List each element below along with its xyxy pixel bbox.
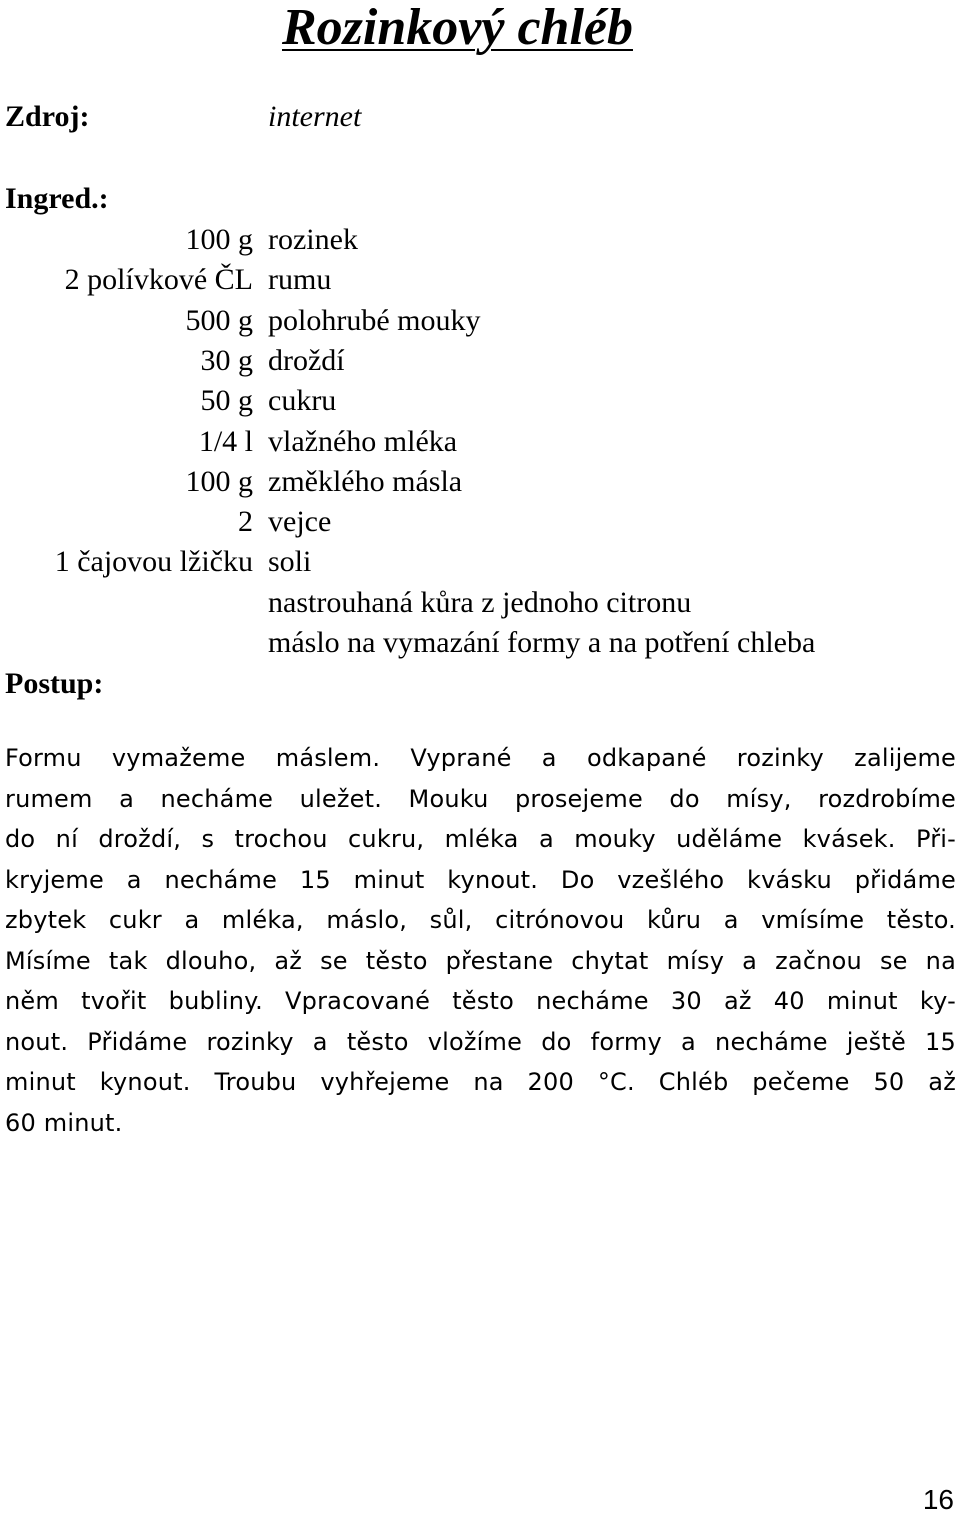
procedure-label: Postup: [5, 667, 104, 700]
procedure-line: zbytek cukr a mléka, máslo, sůl, citrónovou kůru a vmísíme těsto. [5, 906, 956, 934]
ingredient-quantity: 30 g [200, 343, 253, 377]
page-number: 16 [922, 1484, 954, 1515]
ingredient-quantity: 50 g [200, 384, 253, 418]
procedure-line: rumem a necháme uležet. Mouku prosejeme do mísy, rozdrobíme [5, 784, 956, 813]
procedure-line: do ní droždí, s trochou cukru, mléka a mouky uděláme kvásek. Při- [5, 825, 956, 853]
ingredient-row [0, 341, 960, 381]
ingredient-name: změklého másla [268, 464, 463, 498]
ingredients-label: Ingred.: [5, 182, 109, 215]
ingredient-name: polohrubé mouky [268, 303, 481, 337]
ingredient-quantity: 1/4 l [198, 424, 253, 458]
ingredient-name: vejce [268, 505, 332, 539]
ingredient-quantity: 1 čajovou lžičku [54, 545, 253, 579]
ingredient-name: nastrouhaná kůra z jednoho citronu [268, 585, 692, 619]
ingredient-quantity: 100 g [185, 223, 253, 256]
ingredient-quantity: 100 g [185, 464, 253, 498]
ingredient-row [0, 502, 960, 542]
procedure-line: Formu vymažeme máslem. Vyprané a odkapané rozinky zalijeme [5, 744, 956, 772]
ingredient-row [0, 260, 960, 300]
ingredient-row [0, 301, 960, 341]
procedure-line: minut kynout. Troubu vyhřejeme na 200 °C. Chléb pečeme 50 až [5, 1068, 956, 1096]
ingredient-row [0, 422, 960, 462]
ingredient-row [0, 542, 960, 582]
ingredient-name: rumu [268, 263, 332, 297]
source-label: Zdroj: [5, 100, 90, 133]
procedure-text [5, 738, 956, 1143]
ingredient-row [0, 381, 960, 421]
ingredient-name: cukru [268, 384, 337, 418]
ingredient-quantity: 2 polívkové ČL [64, 263, 253, 297]
ingredient-name: máslo na vymazání formy a na potření chleba [268, 626, 816, 659]
ingredient-name: soli [268, 545, 312, 579]
ingredient-quantity: 500 g [185, 303, 253, 337]
procedure-line: 60 minut. [5, 1108, 123, 1137]
ingredient-name: vlažného mléka [268, 424, 458, 458]
procedure-line: nout. Přidáme rozinky a těsto vložíme do formy a necháme ještě 15 [5, 1027, 956, 1056]
source-value: internet [268, 100, 362, 133]
ingredient-row [0, 220, 960, 260]
ingredient-name: droždí [268, 343, 345, 377]
procedure-line: něm tvořit bubliny. Vpracované těsto necháme 30 až 40 minut ky- [5, 987, 956, 1015]
ingredient-quantity: 2 [238, 505, 253, 539]
ingredient-row [0, 623, 960, 663]
procedure-line: Mísíme tak dlouho, až se těsto přestane chytat mísy a začnou se na [5, 946, 956, 975]
recipe-title: Rozinkový chléb [282, 0, 633, 56]
ingredient-name: rozinek [268, 223, 358, 256]
ingredient-row [0, 583, 960, 623]
procedure-line: kryjeme a necháme 15 minut kynout. Do vzešlého kvásku přidáme [5, 865, 956, 894]
ingredient-row [0, 462, 960, 502]
